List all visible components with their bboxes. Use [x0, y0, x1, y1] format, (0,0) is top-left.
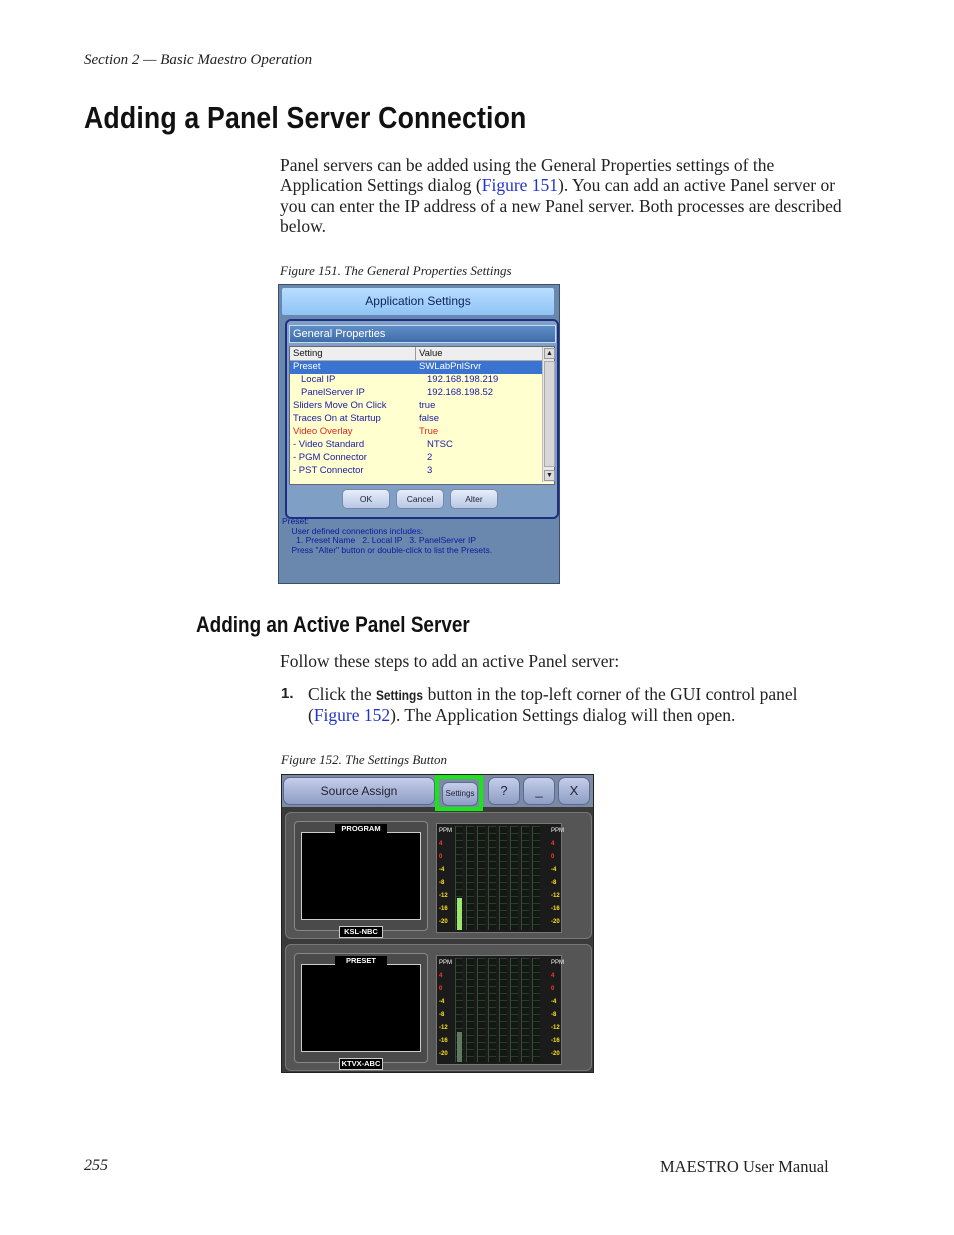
ppm-bar — [521, 826, 529, 930]
gui-control-panel — [281, 774, 594, 1073]
intro-text-1: Panel servers can be added using the General Properties settings of the Application Settings dialog ( — [280, 155, 775, 196]
ppm-scale-label: -12 — [551, 1025, 560, 1031]
row-value: True — [419, 426, 439, 437]
ppm-scale-label: 4 — [551, 841, 555, 847]
program-monitor — [285, 812, 592, 939]
step-1-part1: Click the — [308, 684, 377, 704]
properties-grid — [289, 346, 555, 485]
figure-152-caption: Figure 152. The Settings Button — [281, 752, 447, 767]
grid-row[interactable] — [290, 452, 542, 465]
scroll-up-icon[interactable]: ▲ — [544, 348, 555, 359]
cancel-button[interactable]: Cancel — [396, 489, 444, 509]
ppm-scale-label: -12 — [551, 893, 560, 899]
preset-screen — [301, 964, 421, 1052]
row-setting: Local IP — [301, 374, 336, 385]
program-source-label: KSL-NBC — [339, 926, 383, 938]
program-ppm-meter — [436, 823, 565, 933]
ppm-scale-label: PPM — [439, 828, 453, 834]
preset-frame — [294, 953, 428, 1068]
dialog-title: Application Settings — [282, 288, 554, 315]
step-1-part3: ). The Application Settings dialog will then open. — [390, 705, 736, 726]
scroll-thumb[interactable] — [544, 361, 555, 467]
ppm-scale-label: -20 — [439, 919, 448, 925]
program-frame — [294, 821, 428, 936]
row-setting: PanelServer IP — [301, 387, 365, 398]
row-value: SWLabPnlSrvr — [419, 361, 482, 372]
ok-button[interactable]: OK — [342, 489, 390, 509]
group-title: General Properties — [289, 325, 556, 343]
ppm-scale-label: -20 — [551, 919, 560, 925]
ppm-scale-label: -20 — [551, 1051, 560, 1057]
preset-monitor — [285, 944, 592, 1071]
ppm-scale-label: -4 — [439, 999, 445, 1005]
row-value: 2 — [427, 452, 433, 463]
preset-ppm-meter — [436, 955, 565, 1065]
grid-header — [290, 347, 542, 361]
ppm-scale-label: -12 — [439, 893, 448, 899]
row-setting: Sliders Move On Click — [293, 400, 387, 411]
ppm-scale-label: -4 — [551, 999, 557, 1005]
grid-row[interactable] — [290, 439, 542, 452]
page-number: 255 — [84, 1157, 108, 1174]
running-header: Section 2 — Basic Maestro Operation — [84, 52, 313, 68]
ppm-bar — [521, 958, 529, 1062]
row-setting: - PST Connector — [293, 465, 364, 476]
figure-152-link[interactable]: Figure 152 — [313, 705, 391, 726]
row-value: NTSC — [427, 439, 453, 450]
step-number: 1. — [281, 685, 294, 702]
ppm-bar — [532, 958, 540, 1062]
ppm-scale-label: -16 — [439, 906, 448, 912]
grid-row[interactable] — [290, 426, 542, 439]
ppm-scale-label: -8 — [551, 880, 557, 886]
intro-paragraph — [280, 155, 845, 236]
row-value: false — [419, 413, 440, 424]
manual-title: MAESTRO User Manual — [660, 1157, 829, 1176]
ppm-scale-label: 4 — [551, 973, 555, 979]
ppm-bar — [488, 826, 496, 930]
settings-keyword: Settings — [376, 687, 423, 703]
ppm-level — [457, 898, 462, 930]
ppm-scale-label: PPM — [439, 960, 453, 966]
ppm-scale-label: 4 — [439, 973, 443, 979]
ppm-scale-label: 0 — [551, 854, 555, 860]
grid-row[interactable] — [290, 400, 542, 413]
ppm-bar — [466, 826, 474, 930]
row-setting: Preset — [293, 361, 321, 372]
ppm-bar — [532, 826, 540, 930]
ppm-bar — [477, 826, 485, 930]
grid-scrollbar[interactable] — [542, 347, 554, 482]
ppm-scale-label: 0 — [439, 986, 443, 992]
row-value: 192.168.198.219 — [427, 374, 499, 385]
figure-151-caption: Figure 151. The General Properties Settings — [280, 263, 512, 278]
source-assign-button[interactable]: Source Assign — [283, 777, 435, 805]
ppm-bar — [477, 958, 485, 1062]
column-setting[interactable]: Setting — [293, 348, 323, 359]
step-1-text — [308, 684, 848, 726]
section-subheading: Adding an Active Panel Server — [196, 612, 470, 637]
column-value[interactable]: Value — [419, 348, 443, 359]
ppm-level — [457, 1032, 462, 1062]
column-separator — [415, 347, 416, 360]
ppm-scale-label: -12 — [439, 1025, 448, 1031]
help-text: Preset: User defined connections includes: 1. Preset Name 2. Local IP 3. PanelServer IP Press "Alter" button or double-click to list the Presets. — [282, 516, 493, 555]
ppm-scale-label: -8 — [439, 880, 445, 886]
ppm-scale-label: 0 — [551, 986, 555, 992]
help-button[interactable]: ? — [488, 777, 520, 805]
row-setting: Traces On at Startup — [293, 413, 381, 424]
row-value: true — [419, 400, 436, 411]
ppm-scale-label: -16 — [551, 1038, 560, 1044]
ppm-bar — [510, 826, 518, 930]
ppm-scale-label: 0 — [439, 854, 443, 860]
ppm-scale-label: -4 — [551, 867, 557, 873]
alter-button[interactable]: Alter — [450, 489, 498, 509]
ppm-scale-label: -8 — [439, 1012, 445, 1018]
grid-row[interactable] — [290, 361, 542, 374]
settings-button[interactable]: Settings — [442, 782, 478, 806]
step-1-part2: button in the top-left corner of the GUI control panel ( — [308, 684, 798, 726]
minimize-button[interactable]: _ — [523, 777, 555, 805]
row-value: 3 — [427, 465, 433, 476]
row-value: 192.168.198.52 — [427, 387, 494, 398]
ppm-scale-label: -4 — [439, 867, 445, 873]
grid-row[interactable] — [290, 374, 542, 387]
general-properties-group — [285, 319, 559, 519]
close-button[interactable]: X — [558, 777, 590, 805]
figure-151-link[interactable]: Figure 151 — [481, 175, 559, 196]
steps-intro: Follow these steps to add an active Panel server: — [280, 651, 620, 671]
program-label: PROGRAM — [335, 824, 387, 833]
ppm-bar — [510, 958, 518, 1062]
scroll-down-icon[interactable]: ▼ — [544, 470, 555, 481]
ppm-bar — [499, 826, 507, 930]
ppm-scale-label: -20 — [439, 1051, 448, 1057]
page-title: Adding a Panel Server Connection — [84, 100, 527, 135]
application-settings-dialog — [278, 284, 560, 584]
row-setting: - Video Standard — [293, 439, 365, 450]
intro-text-2: ). You can add an active Panel server or you can enter the IP address of a new Panel server. Both processes are described below. — [280, 175, 842, 236]
ppm-scale-label: PPM — [551, 960, 565, 966]
grid-row[interactable] — [290, 465, 542, 478]
grid-row[interactable] — [290, 413, 542, 426]
preset-source-label: KTVX-ABC — [339, 1058, 383, 1070]
row-setting: Video Overlay — [293, 426, 353, 437]
preset-label: PRESET — [335, 956, 387, 965]
ppm-scale-label: PPM — [551, 828, 565, 834]
ppm-bar — [466, 958, 474, 1062]
ppm-bar — [499, 958, 507, 1062]
settings-highlight — [435, 775, 483, 811]
ppm-bar — [488, 958, 496, 1062]
ppm-scale-label: 4 — [439, 841, 443, 847]
program-screen — [301, 832, 421, 920]
grid-row[interactable] — [290, 387, 542, 400]
ppm-scale-label: -16 — [439, 1038, 448, 1044]
row-setting: - PGM Connector — [293, 452, 367, 463]
ppm-scale-label: -8 — [551, 1012, 557, 1018]
ppm-scale-label: -16 — [551, 906, 560, 912]
